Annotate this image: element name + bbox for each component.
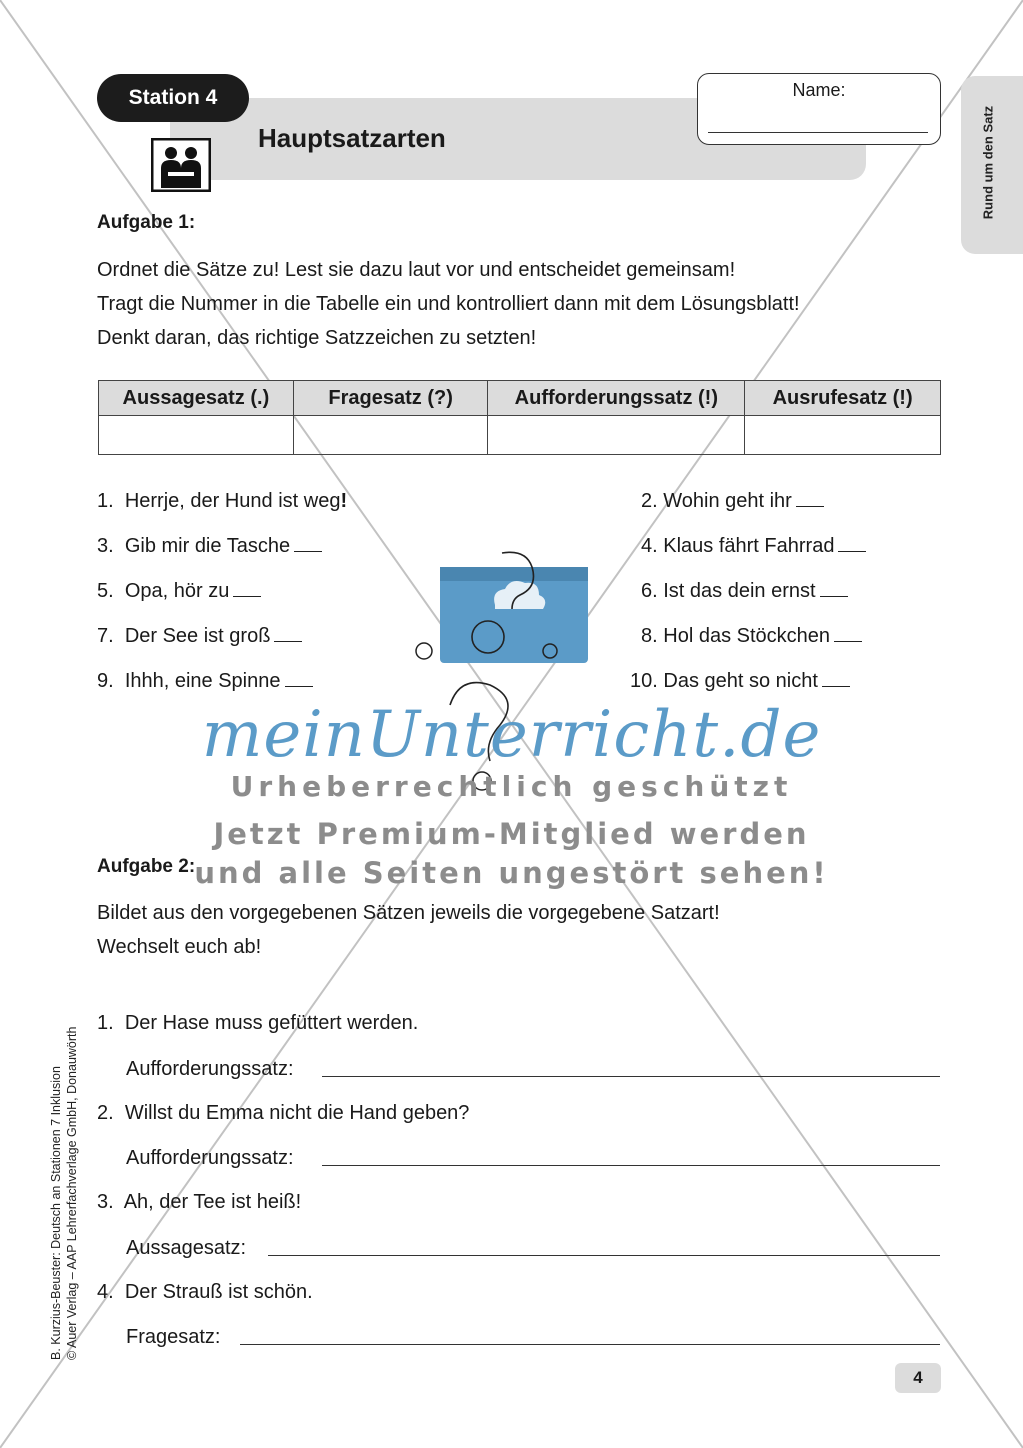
answer-cell-fragesatz[interactable] (293, 416, 488, 455)
punctuation-blank[interactable] (233, 582, 261, 597)
punctuation-blank[interactable] (285, 672, 313, 687)
punctuation-blank[interactable] (822, 672, 850, 687)
punctuation-blank[interactable] (294, 537, 322, 552)
answer-line[interactable] (322, 1076, 940, 1077)
header-aufforderungssatz: Aufforderungssatz (!) (488, 381, 745, 416)
sorting-table (98, 380, 941, 455)
name-box[interactable] (697, 73, 941, 145)
punctuation-blank[interactable] (274, 627, 302, 642)
watermark-copyright-notice: Urheberrechtlich geschützt (230, 770, 793, 803)
punctuation-blank[interactable] (834, 627, 862, 642)
side-tab-label: Rund um den Satz (980, 105, 996, 220)
answer-cell-aufforderungssatz[interactable] (488, 416, 745, 455)
task2-item: 1. Der Hase muss gefüttert werden. (97, 1012, 419, 1034)
name-label: Name: (792, 80, 846, 100)
sentence-item: 2. Wohin geht ihr (641, 490, 824, 513)
task2-item: 2. Willst du Emma nicht die Hand geben? (97, 1102, 470, 1124)
task1-instructions (97, 253, 800, 355)
instruction-line: Tragt die Nummer in die Tabelle ein und kontrolliert dann mit dem Lösungsblatt! (97, 293, 800, 315)
instruction-line: Denkt daran, das richtige Satzzeichen zu setzten! (97, 327, 537, 349)
watermark-premium-line-2: und alle Seiten ungestört sehen! (194, 856, 829, 890)
sentence-item: 9. Ihhh, eine Spinne (97, 670, 313, 693)
task2-target-label: Aufforderungssatz: (126, 1147, 294, 1169)
answer-cell-aussagesatz[interactable] (99, 416, 294, 455)
sentence-item: 4. Klaus fährt Fahrrad (641, 535, 866, 558)
station-badge: Station 4 (97, 74, 249, 122)
name-line (708, 132, 928, 133)
answer-line[interactable] (268, 1255, 940, 1256)
sentence-item: 1. Herrje, der Hund ist weg! (97, 490, 348, 512)
instruction-line: Ordnet die Sätze zu! Lest sie dazu laut vor und entscheidet gemeinsam! (97, 259, 736, 281)
answer-line[interactable] (322, 1165, 940, 1166)
sentence-item: 5. Opa, hör zu (97, 580, 261, 603)
task2-target-label: Fragesatz: (126, 1326, 221, 1348)
sentence-mark: ! (340, 490, 348, 512)
sentence-item: 10. Das geht so nicht (630, 670, 850, 693)
task2-instructions (97, 896, 720, 964)
copyright-notice: B. Kurzius-Beuster: Deutsch an Stationen 7 Inklusion © Auer Verlag – AAP Lehrerfachverlage GmbH, Donauwörth (49, 1026, 79, 1360)
task2-item: 3. Ah, der Tee ist heiß! (97, 1191, 302, 1213)
sentence-item: 3. Gib mir die Tasche (97, 535, 322, 558)
header-ausrufesatz: Ausrufesatz (!) (745, 381, 941, 416)
header-aussagesatz: Aussagesatz (.) (99, 381, 294, 416)
task2-target-label: Aussagesatz: (126, 1237, 247, 1259)
punctuation-blank[interactable] (796, 492, 824, 507)
watermark-premium-line: Jetzt Premium-Mitglied werden (213, 817, 810, 851)
sentence-item: 8. Hol das Stöckchen (641, 625, 862, 648)
sentence-item: 6. Ist das dein ernst (641, 580, 848, 603)
page-number: 4 (895, 1363, 941, 1393)
punctuation-blank[interactable] (820, 582, 848, 597)
instruction-line: Wechselt euch ab! (97, 936, 262, 958)
partner-work-icon (151, 138, 211, 192)
answer-cell-ausrufesatz[interactable] (745, 416, 941, 455)
answer-line[interactable] (240, 1344, 940, 1345)
task2-item: 4. Der Strauß ist schön. (97, 1281, 313, 1303)
instruction-line: Bildet aus den vorgegebenen Sätzen jeweils die vorgegebene Satzart! (97, 902, 720, 924)
watermark-brand: meinUnterricht.de (201, 698, 822, 772)
task2-target-label: Aufforderungssatz: (126, 1058, 294, 1080)
punctuation-blank[interactable] (838, 537, 866, 552)
sentence-item: 7. Der See ist groß (97, 625, 302, 648)
header-fragesatz: Fragesatz (?) (293, 381, 488, 416)
task1-heading: Aufgabe 1: (97, 212, 196, 233)
task2-heading: Aufgabe 2: (97, 856, 196, 877)
page-title: Hauptsatzarten (258, 123, 446, 153)
